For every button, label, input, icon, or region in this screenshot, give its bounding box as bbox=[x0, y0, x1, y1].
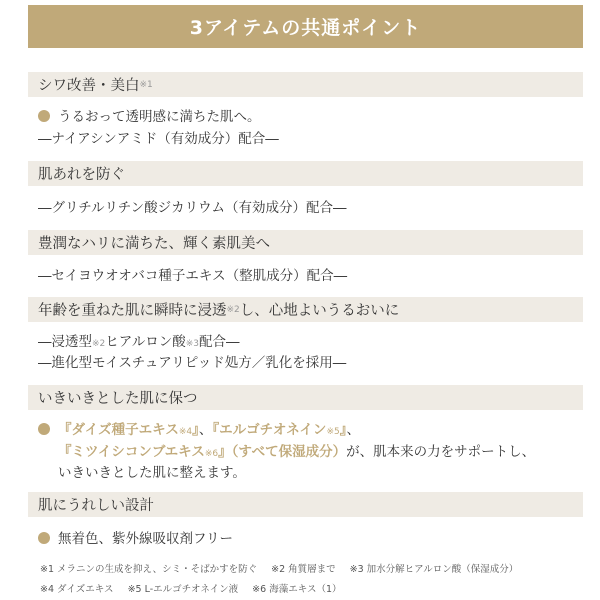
heading-text-a: 年齢を重ねた肌に瞬時に浸透 bbox=[38, 303, 227, 319]
separator: 、 bbox=[198, 422, 213, 438]
ingredient-kelp: 『ミツイシコンブエキス※6』（すべて保湿成分） bbox=[58, 444, 347, 460]
ingredient-line: ―ナイアシンアミド（有効成分）配合― bbox=[38, 131, 279, 147]
line-part-a: ―浸透型 bbox=[38, 334, 92, 350]
ingredient-line-1 bbox=[38, 418, 360, 438]
heading-text: 肌にうれしい設計 bbox=[38, 498, 154, 514]
footnote: ※2 角質層まで bbox=[271, 564, 336, 575]
line-footnote-1: ※2 bbox=[92, 339, 106, 349]
section-heading-design bbox=[28, 492, 583, 517]
footnote: ※3 加水分解ヒアルロン酸（保湿成分） bbox=[349, 564, 519, 575]
footnote: ※1 メラニンの生成を抑え、シミ・そばかすを防ぐ bbox=[40, 564, 258, 575]
line-part-b: ヒアルロン酸 bbox=[105, 334, 186, 350]
section-heading-roughness bbox=[28, 161, 583, 186]
line-part-c: 配合― bbox=[199, 334, 240, 350]
heading-text: いきいきとした肌に保つ bbox=[38, 391, 198, 407]
section-heading-penetration bbox=[28, 297, 583, 322]
footnote: ※4 ダイズエキス bbox=[40, 584, 114, 595]
formula-line: ―進化型モイスチュアリピッド処方／乳化を採用― bbox=[38, 355, 347, 371]
footnotes-row-2 bbox=[40, 581, 356, 595]
heading-footnote: ※1 bbox=[139, 79, 153, 90]
section-heading-wrinkle bbox=[28, 72, 583, 97]
ingredient-ergothioneine: 『エルゴチオネイン※5』 bbox=[212, 422, 347, 438]
bullet-dot-icon bbox=[38, 532, 50, 544]
ingredient-rest: が、肌本来の力をサポートし、 bbox=[346, 444, 536, 460]
ingredient-line bbox=[38, 330, 240, 350]
bullet-line bbox=[38, 527, 233, 547]
heading-footnote: ※2 bbox=[226, 304, 240, 315]
section-heading-vitality bbox=[28, 385, 583, 410]
bullet-text: うるおって透明感に満ちた肌へ。 bbox=[58, 109, 261, 125]
ingredient-soybean: 『ダイズ種子エキス※4』 bbox=[58, 422, 199, 438]
ingredient-line-3: いきいきとした肌に整えます。 bbox=[58, 465, 246, 481]
ingredient-line: ―セイヨウオオバコ種子エキス（整肌成分）配合― bbox=[38, 268, 348, 284]
heading-text: シワ改善・美白 bbox=[38, 78, 140, 94]
heading-text: 肌あれを防ぐ bbox=[38, 167, 125, 183]
title-banner bbox=[28, 5, 583, 48]
bullet-dot-icon bbox=[38, 423, 50, 435]
banner-title: 3アイテムの共通ポイント bbox=[189, 17, 422, 39]
section-heading-firmness bbox=[28, 230, 583, 255]
separator: 、 bbox=[346, 422, 360, 438]
ingredient-line: ―グリチルリチン酸ジカリウム（有効成分）配合― bbox=[38, 200, 347, 216]
bullet-dot-icon bbox=[38, 110, 50, 122]
footnote: ※5 L-エルゴチオネイン液 bbox=[127, 584, 239, 595]
ingredient-line-2 bbox=[58, 440, 535, 460]
heading-text-b: し、心地よいうるおいに bbox=[239, 303, 400, 319]
footnotes-row-1 bbox=[40, 561, 532, 575]
line-footnote-2: ※3 bbox=[185, 339, 200, 349]
heading-text: 豊潤なハリに満ちた、輝く素肌美へ bbox=[38, 236, 270, 252]
bullet-line bbox=[38, 105, 261, 125]
footnote: ※6 海藻エキス（1） bbox=[252, 584, 342, 595]
bullet-text: 無着色、紫外線吸収剤フリー bbox=[58, 531, 233, 547]
